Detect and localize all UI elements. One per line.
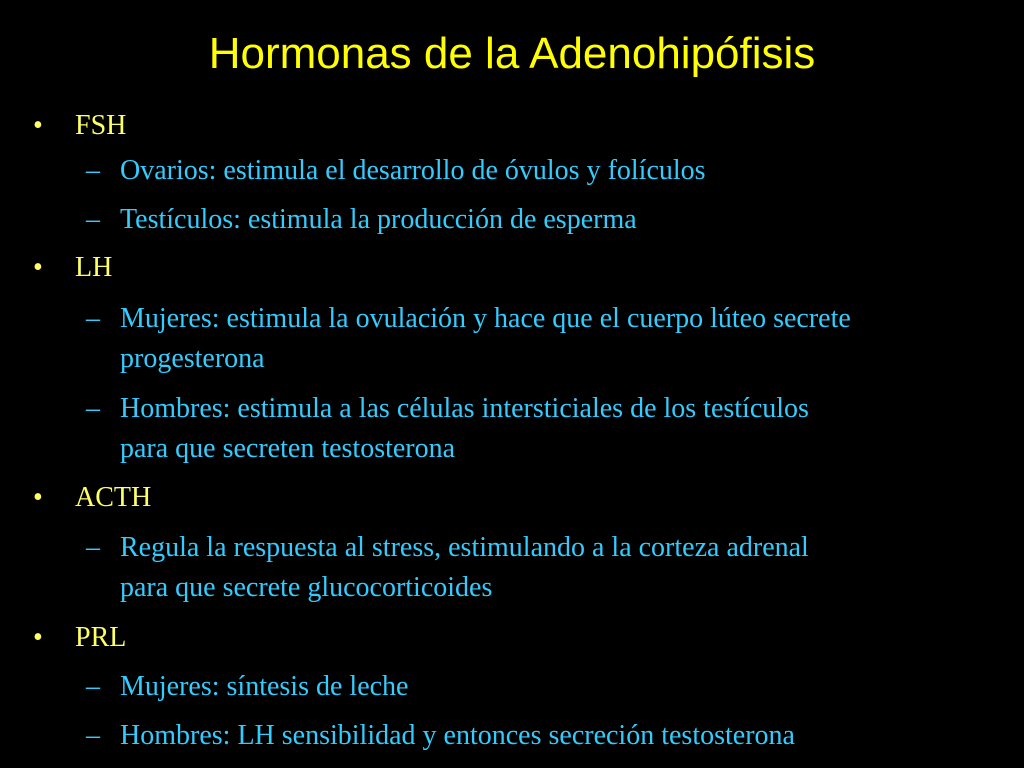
subitem-text: Ovarios: estimula el desarrollo de óvulos y folículos xyxy=(120,155,706,186)
dash-icon: – xyxy=(86,532,100,563)
subitem-text-continued: para que secrete glucocorticoides xyxy=(120,572,493,603)
dash-icon: – xyxy=(86,204,100,235)
bullet-label: PRL xyxy=(75,622,127,653)
bullet-label: LH xyxy=(75,252,113,283)
subitem-text-part: Hombres: xyxy=(120,720,231,751)
dash-icon: – xyxy=(86,671,100,702)
bullet-label: FSH xyxy=(75,110,127,141)
bullet-icon: • xyxy=(33,110,43,141)
bullet-icon: • xyxy=(33,622,43,653)
dash-icon: – xyxy=(86,393,100,424)
subitem-text-part: LH sensibilidad y entonces xyxy=(230,720,542,751)
bullet-label: ACTH xyxy=(75,482,152,513)
dash-icon: – xyxy=(86,720,100,751)
subitem-text: Testículos: estimula la producción de esperma xyxy=(120,204,637,235)
slide-title: Hormonas de la Adenohipófisis xyxy=(208,29,816,78)
subitem-text-continued: progesterona xyxy=(120,343,265,374)
dash-icon: – xyxy=(86,303,100,334)
subitem-text: Mujeres: estimula la ovulación y hace que el cuerpo lúteo secrete xyxy=(120,303,851,334)
subitem-text: Hombres: estimula a las células intersticiales de los testículos xyxy=(120,393,809,424)
subitem-text: Regula la respuesta al stress, estimulando a la corteza adrenal xyxy=(120,532,809,563)
bullet-icon: • xyxy=(33,252,43,283)
bullet-icon: • xyxy=(33,482,43,513)
dash-icon: – xyxy=(86,155,100,186)
subitem-text-continued: para que secreten testosterona xyxy=(120,433,456,464)
subitem-text-part: secreción testosterona xyxy=(541,720,795,751)
subitem-text: Mujeres: síntesis de leche xyxy=(120,671,409,702)
